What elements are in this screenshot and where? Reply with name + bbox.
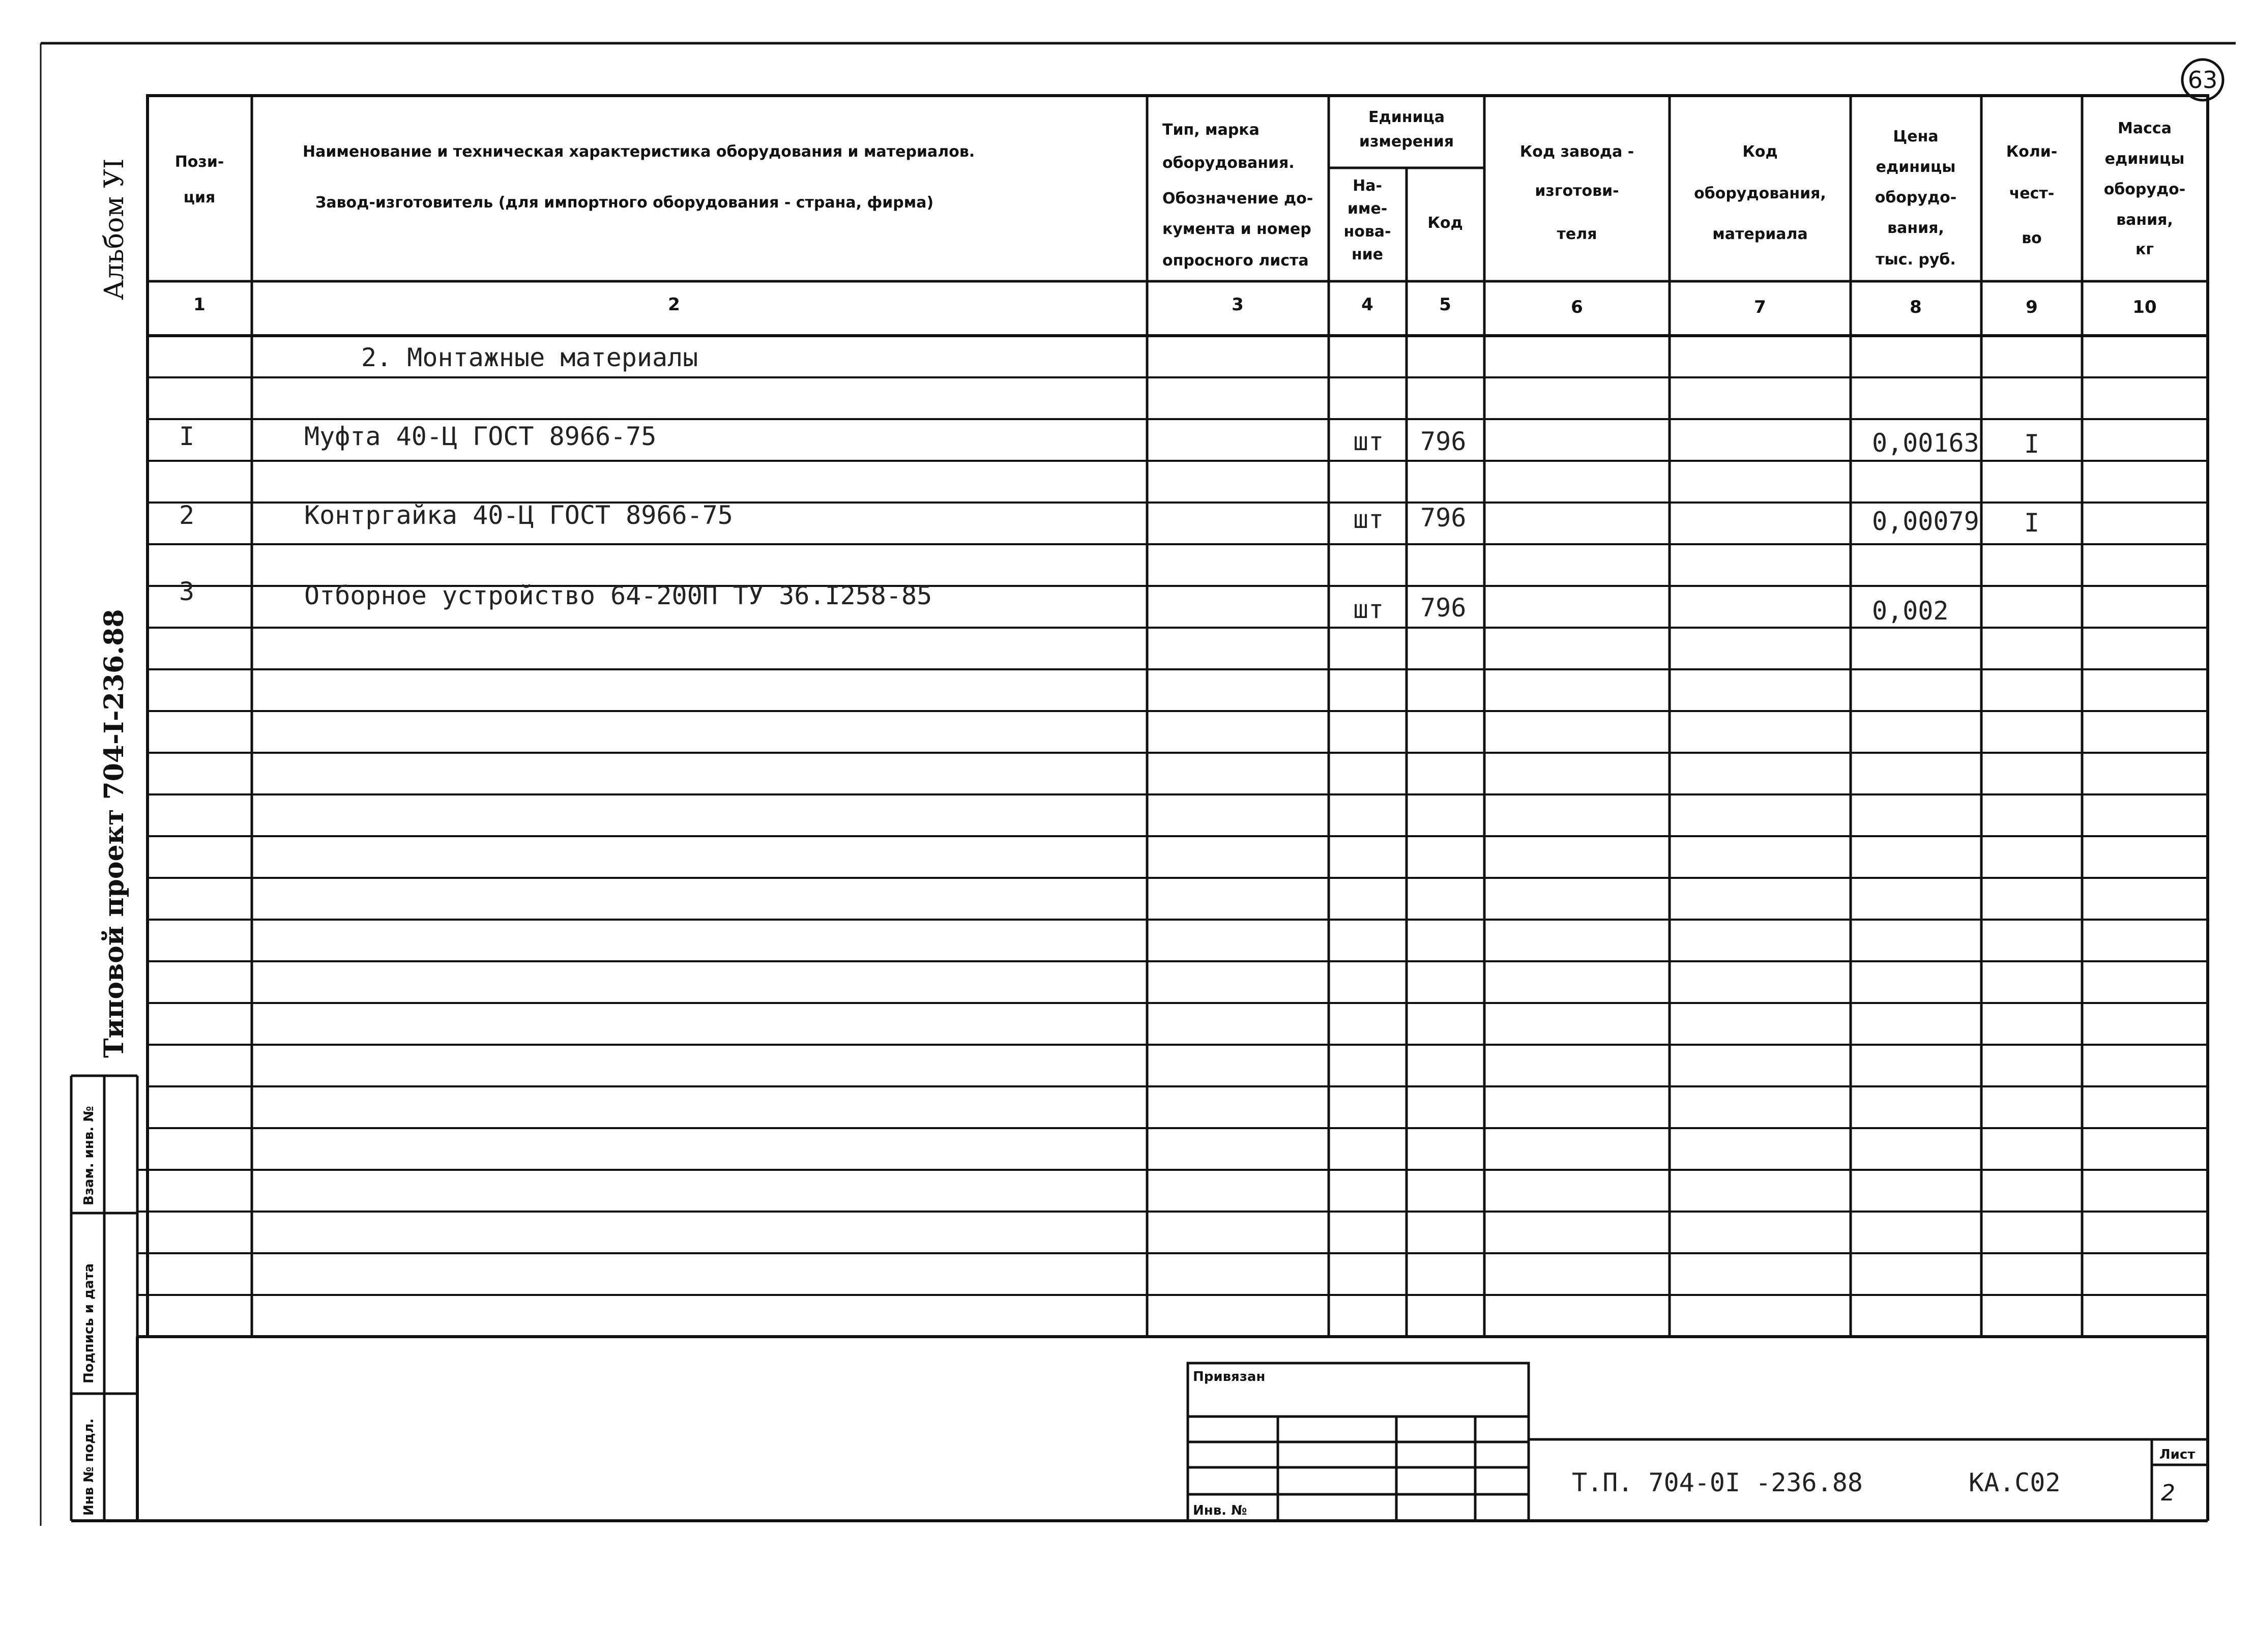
col-number-5: 5 (1439, 294, 1451, 315)
col10-header-line5: кг (2135, 241, 2154, 258)
album-label: Альбом УI (99, 158, 130, 300)
document-mark: КА.С02 (1969, 1468, 2061, 1497)
project-label: Типовой проект 704-I-236.88 (99, 609, 130, 1058)
row-name: Муфта 40-Ц ГОСТ 8966-75 (304, 422, 657, 451)
section-title: 2. Монтажные материалы (361, 343, 698, 372)
col-number-9: 9 (2026, 297, 2038, 317)
col-number-2: 2 (668, 294, 680, 315)
col10-header-line1: Масса (2118, 120, 2172, 137)
col8-header-line4: вания, (1887, 219, 1944, 237)
row-position: I (179, 422, 195, 451)
col7-header-line2: оборудования, (1694, 185, 1826, 202)
col8-header-line5: тыс. руб. (1876, 251, 1956, 269)
row-price: 0,00079 (1872, 507, 1979, 536)
col7-header-line3: материала (1712, 225, 1808, 243)
table-header (175, 108, 2186, 270)
col10-header-line3: оборудо- (2103, 181, 2186, 198)
page-number: 63 (2187, 66, 2218, 94)
col6-header-line3: теля (1557, 225, 1597, 243)
col-number-8: 8 (1910, 297, 1922, 317)
col2-header-line1: Наименование и техническая характеристика оборудования и материалов. (303, 143, 975, 161)
row-name: Отборное устройство 64-200П ТУ 36.I258-85 (304, 581, 932, 610)
col4-header-line3: нова- (1343, 223, 1391, 241)
col7-header-line1: Код (1742, 143, 1778, 161)
col6-header-line1: Код завода - (1519, 143, 1634, 161)
document-code: Т.П. 704-0I -236.88 (1572, 1468, 1863, 1497)
row-price: 0,002 (1872, 596, 1949, 626)
stamp-label-podpis: Подпись и дата (81, 1263, 97, 1383)
col8-header-line2: единицы (1876, 158, 1956, 176)
row-unit-code: 796 (1420, 593, 1467, 623)
sheet-number: 2 (2161, 1480, 2175, 1506)
stamp-label-vzam: Взам. инв. № (81, 1106, 97, 1205)
row-quantity: I (2024, 508, 2040, 538)
col6-header-line2: изготови- (1535, 182, 1619, 200)
col10-header-line4: вания, (2116, 211, 2173, 229)
row-position: 3 (179, 577, 195, 606)
stamp-label-inv: Инв № подл. (81, 1418, 97, 1516)
row-unit-code: 796 (1420, 503, 1467, 533)
col3-header-line5: опросного листа (1162, 252, 1309, 270)
col3-header-line2: оборудования. (1162, 154, 1295, 172)
col-number-6: 6 (1571, 297, 1583, 317)
unit-group-header-line2: измерения (1359, 133, 1454, 151)
privyazan-block (1188, 1363, 1529, 1521)
row-quantity: I (2024, 429, 2040, 459)
sheet-label: Лист (2159, 1447, 2196, 1462)
table-row (179, 577, 1949, 626)
col-number-7: 7 (1754, 297, 1766, 317)
col10-header-line2: единицы (2104, 150, 2185, 168)
column-numbers-row (193, 294, 2157, 317)
col3-header-line4: кумента и номер (1162, 220, 1311, 238)
unit-group-header-line1: Единица (1368, 108, 1445, 126)
col9-header-line3: во (2022, 229, 2042, 247)
col9-header-line1: Коли- (2006, 143, 2058, 161)
col1-header-line2: ция (183, 189, 216, 206)
col2-header-line2: Завод-изготовитель (для импортного оборудования - страна, фирма) (315, 194, 934, 212)
col1-header-line1: Пози- (174, 153, 224, 171)
privyazan-label: Привязан (1193, 1369, 1266, 1384)
row-unit: шт (1353, 427, 1384, 456)
col-number-10: 10 (2132, 297, 2157, 317)
col4-header-line1: На- (1353, 177, 1382, 195)
col3-header-line3: Обозначение до- (1162, 190, 1313, 208)
col8-header-line3: оборудо- (1875, 189, 1957, 206)
row-position: 2 (179, 500, 195, 530)
row-unit: шт (1353, 505, 1384, 534)
row-name: Контргайка 40-Ц ГОСТ 8966-75 (304, 500, 733, 530)
col-number-3: 3 (1232, 294, 1244, 315)
col-number-1: 1 (193, 294, 206, 315)
row-price: 0,00163 (1872, 428, 1979, 458)
col4-header-line2: име- (1347, 200, 1388, 218)
col5-header: Код (1427, 214, 1463, 232)
col-number-4: 4 (1361, 294, 1373, 315)
table-row (179, 422, 2039, 459)
col3-header-line1: Тип, марка (1162, 121, 1260, 139)
col4-header-line4: ние (1351, 246, 1384, 263)
row-unit: шт (1353, 595, 1384, 624)
col8-header-line1: Цена (1893, 128, 1939, 145)
inv-number-label: Инв. № (1193, 1503, 1247, 1518)
row-unit-code: 796 (1420, 427, 1467, 456)
stamp-labels (81, 1106, 97, 1516)
col9-header-line2: чест- (2009, 185, 2055, 202)
table-row (179, 500, 2039, 538)
